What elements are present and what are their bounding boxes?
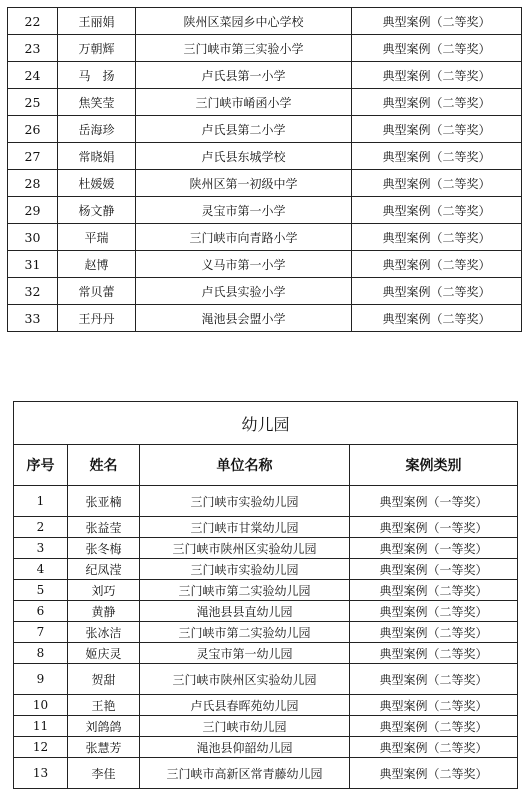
row-category: 典型案例（二等奖） xyxy=(352,62,522,89)
row-seq: 5 xyxy=(14,580,68,601)
row-seq: 27 xyxy=(8,143,58,170)
row-unit: 三门峡市陕州区实验幼儿园 xyxy=(140,664,350,695)
table-row xyxy=(14,643,518,664)
table-row xyxy=(14,486,518,517)
kindergarten-table xyxy=(13,401,518,789)
row-name: 焦笑莹 xyxy=(58,89,136,116)
row-seq: 25 xyxy=(8,89,58,116)
row-unit: 三门峡市崤函小学 xyxy=(136,89,352,116)
row-seq: 7 xyxy=(14,622,68,643)
row-name: 贺甜 xyxy=(68,664,140,695)
table-row xyxy=(8,278,522,305)
row-unit: 三门峡市幼儿园 xyxy=(140,716,350,737)
row-category: 典型案例（二等奖） xyxy=(350,664,518,695)
table-row xyxy=(8,62,522,89)
row-seq: 9 xyxy=(14,664,68,695)
header-row xyxy=(14,445,518,486)
table-row xyxy=(14,758,518,789)
row-category: 典型案例（二等奖） xyxy=(350,643,518,664)
row-name: 纪凤滢 xyxy=(68,559,140,580)
row-unit: 陕州区第一初级中学 xyxy=(136,170,352,197)
row-unit: 陕州区菜园乡中心学校 xyxy=(136,8,352,35)
header-seq: 序号 xyxy=(14,445,68,486)
row-name: 杨文静 xyxy=(58,197,136,224)
table-row xyxy=(14,716,518,737)
row-seq: 12 xyxy=(14,737,68,758)
table-row xyxy=(8,89,522,116)
row-seq: 26 xyxy=(8,116,58,143)
table-row xyxy=(14,622,518,643)
row-unit: 三门峡市甘棠幼儿园 xyxy=(140,517,350,538)
header-category: 案例类别 xyxy=(350,445,518,486)
row-category: 典型案例（二等奖） xyxy=(350,695,518,716)
row-seq: 8 xyxy=(14,643,68,664)
row-unit: 三门峡市实验幼儿园 xyxy=(140,486,350,517)
row-name: 李佳 xyxy=(68,758,140,789)
row-name: 张益莹 xyxy=(68,517,140,538)
row-seq: 23 xyxy=(8,35,58,62)
row-name: 姬庆灵 xyxy=(68,643,140,664)
table-row xyxy=(14,580,518,601)
schools-table xyxy=(7,7,522,332)
row-name: 黄静 xyxy=(68,601,140,622)
row-category: 典型案例（二等奖） xyxy=(352,89,522,116)
table-row xyxy=(8,170,522,197)
row-unit: 卢氏县第一小学 xyxy=(136,62,352,89)
row-seq: 6 xyxy=(14,601,68,622)
row-category: 典型案例（二等奖） xyxy=(352,8,522,35)
table-row xyxy=(14,737,518,758)
table-row xyxy=(8,8,522,35)
row-unit: 卢氏县东城学校 xyxy=(136,143,352,170)
row-name: 马 扬 xyxy=(58,62,136,89)
row-unit: 三门峡市第二实验幼儿园 xyxy=(140,580,350,601)
row-unit: 卢氏县春晖苑幼儿园 xyxy=(140,695,350,716)
row-category: 典型案例（二等奖） xyxy=(352,35,522,62)
row-seq: 33 xyxy=(8,305,58,332)
row-name: 刘鸽鸽 xyxy=(68,716,140,737)
table-row xyxy=(14,517,518,538)
row-category: 典型案例（二等奖） xyxy=(352,251,522,278)
row-category: 典型案例（一等奖） xyxy=(350,538,518,559)
row-unit: 灵宝市第一小学 xyxy=(136,197,352,224)
row-unit: 渑池县仰韶幼儿园 xyxy=(140,737,350,758)
table-row xyxy=(8,251,522,278)
table-row xyxy=(8,116,522,143)
row-category: 典型案例（二等奖） xyxy=(352,224,522,251)
row-seq: 1 xyxy=(14,486,68,517)
table-row xyxy=(8,305,522,332)
row-unit: 渑池县县直幼儿园 xyxy=(140,601,350,622)
row-unit: 三门峡市陕州区实验幼儿园 xyxy=(140,538,350,559)
row-name: 万朝辉 xyxy=(58,35,136,62)
row-name: 王丽娟 xyxy=(58,8,136,35)
row-category: 典型案例（二等奖） xyxy=(350,580,518,601)
row-unit: 渑池县会盟小学 xyxy=(136,305,352,332)
row-name: 张冰洁 xyxy=(68,622,140,643)
table-title-row xyxy=(14,402,518,445)
row-category: 典型案例（一等奖） xyxy=(350,517,518,538)
row-seq: 3 xyxy=(14,538,68,559)
row-category: 典型案例（二等奖） xyxy=(352,170,522,197)
row-unit: 三门峡市第二实验幼儿园 xyxy=(140,622,350,643)
table-row xyxy=(14,601,518,622)
row-name: 张冬梅 xyxy=(68,538,140,559)
row-seq: 32 xyxy=(8,278,58,305)
row-seq: 13 xyxy=(14,758,68,789)
row-seq: 11 xyxy=(14,716,68,737)
row-name: 岳海珍 xyxy=(58,116,136,143)
row-name: 常晓娟 xyxy=(58,143,136,170)
row-category: 典型案例（二等奖） xyxy=(350,737,518,758)
row-unit: 三门峡市实验幼儿园 xyxy=(140,559,350,580)
row-seq: 24 xyxy=(8,62,58,89)
table-row xyxy=(8,224,522,251)
table-row xyxy=(14,559,518,580)
row-seq: 10 xyxy=(14,695,68,716)
table-title: 幼儿园 xyxy=(14,402,518,445)
row-unit: 卢氏县实验小学 xyxy=(136,278,352,305)
table-row xyxy=(14,538,518,559)
row-name: 王丹丹 xyxy=(58,305,136,332)
row-seq: 29 xyxy=(8,197,58,224)
row-unit: 灵宝市第一幼儿园 xyxy=(140,643,350,664)
row-category: 典型案例（二等奖） xyxy=(352,305,522,332)
row-name: 杜媛媛 xyxy=(58,170,136,197)
row-name: 平瑞 xyxy=(58,224,136,251)
row-seq: 30 xyxy=(8,224,58,251)
row-seq: 22 xyxy=(8,8,58,35)
row-category: 典型案例（二等奖） xyxy=(352,197,522,224)
row-category: 典型案例（二等奖） xyxy=(352,116,522,143)
row-category: 典型案例（一等奖） xyxy=(350,486,518,517)
row-category: 典型案例（二等奖） xyxy=(350,601,518,622)
row-seq: 28 xyxy=(8,170,58,197)
header-unit: 单位名称 xyxy=(140,445,350,486)
table-row xyxy=(14,695,518,716)
row-unit: 卢氏县第二小学 xyxy=(136,116,352,143)
row-category: 典型案例（二等奖） xyxy=(352,143,522,170)
row-name: 张亚楠 xyxy=(68,486,140,517)
row-name: 赵博 xyxy=(58,251,136,278)
row-seq: 4 xyxy=(14,559,68,580)
table-row xyxy=(14,664,518,695)
row-name: 张慧芳 xyxy=(68,737,140,758)
row-category: 典型案例（一等奖） xyxy=(350,559,518,580)
row-category: 典型案例（二等奖） xyxy=(350,716,518,737)
row-name: 刘巧 xyxy=(68,580,140,601)
row-name: 王艳 xyxy=(68,695,140,716)
table-row xyxy=(8,197,522,224)
row-name: 常贝蕾 xyxy=(58,278,136,305)
row-unit: 三门峡市高新区常青藤幼儿园 xyxy=(140,758,350,789)
table-row xyxy=(8,35,522,62)
row-category: 典型案例（二等奖） xyxy=(352,278,522,305)
table-row xyxy=(8,143,522,170)
row-category: 典型案例（二等奖） xyxy=(350,622,518,643)
row-category: 典型案例（二等奖） xyxy=(350,758,518,789)
header-name: 姓名 xyxy=(68,445,140,486)
row-seq: 31 xyxy=(8,251,58,278)
row-seq: 2 xyxy=(14,517,68,538)
row-unit: 三门峡市第三实验小学 xyxy=(136,35,352,62)
row-unit: 三门峡市向青路小学 xyxy=(136,224,352,251)
row-unit: 义马市第一小学 xyxy=(136,251,352,278)
